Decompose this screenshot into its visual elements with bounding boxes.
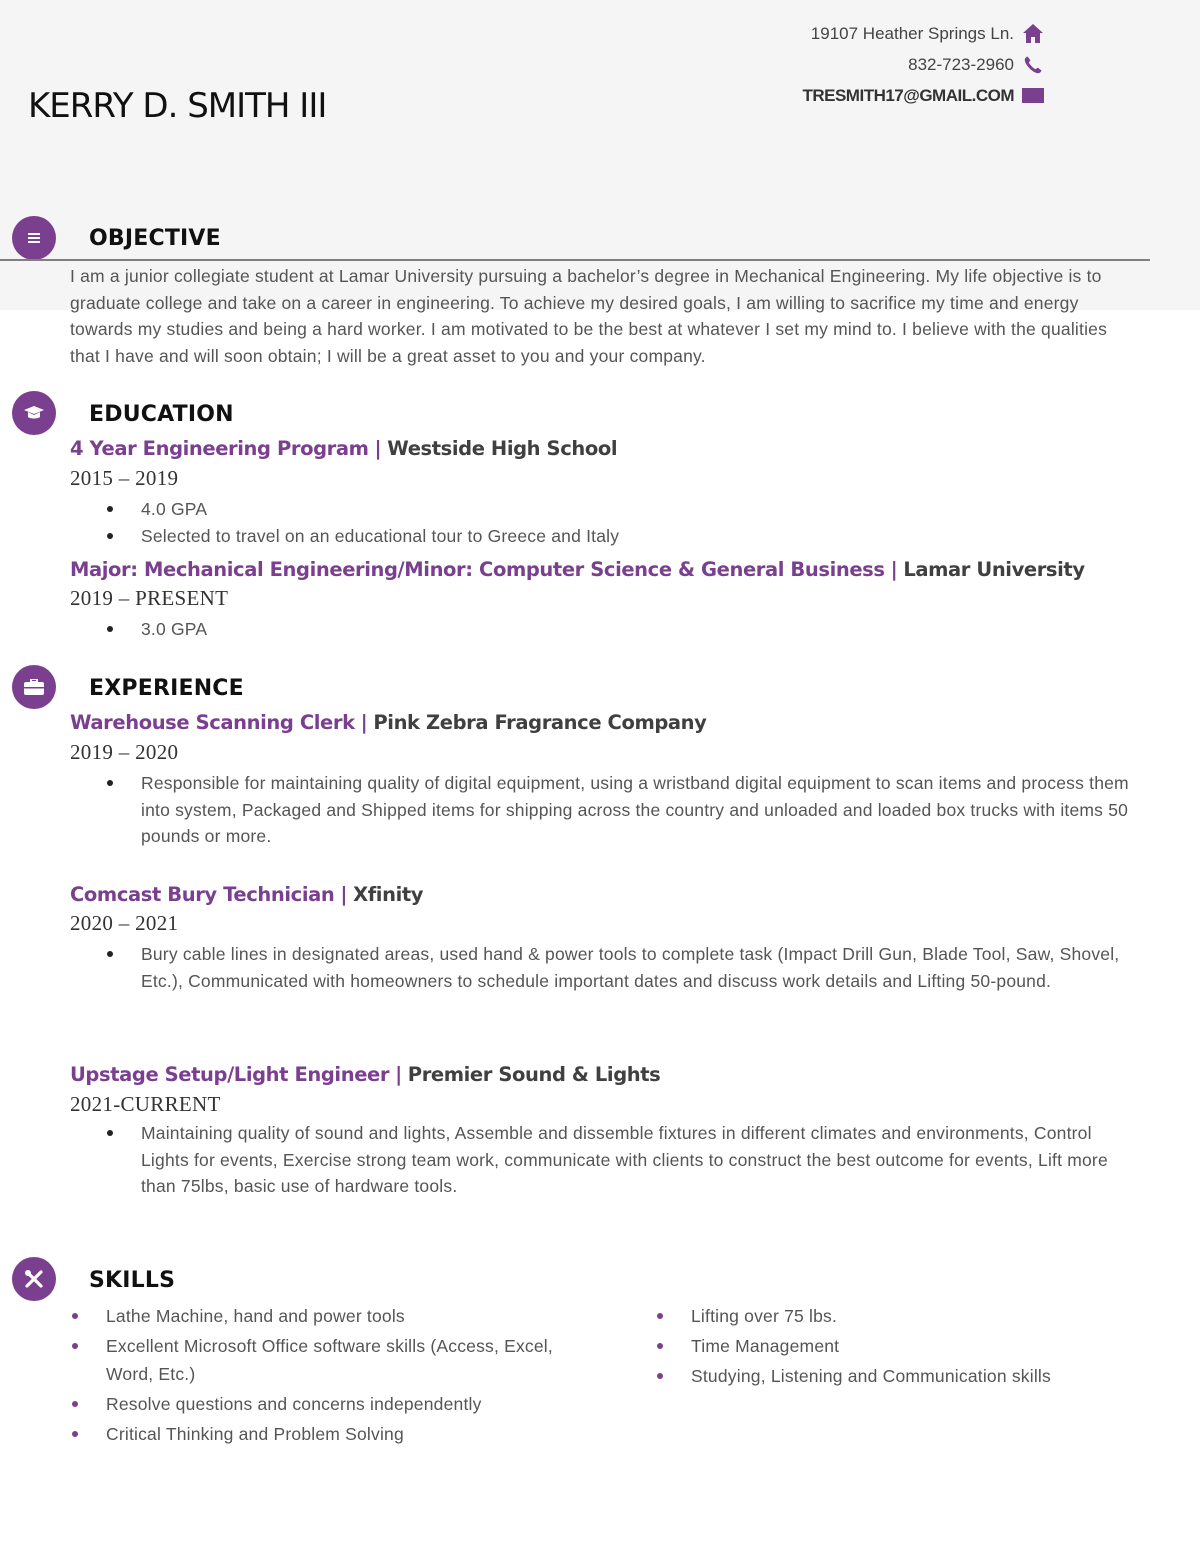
skills-list-right — [656, 1302, 1156, 1392]
experience-entry-1-separator: | — [360, 711, 368, 734]
experience-entry-2-company: Xfinity — [353, 883, 424, 906]
experience-entry-2-role: Comcast Bury Technician — [70, 883, 335, 906]
list-icon — [12, 216, 56, 260]
list-item: 3.0 GPA — [70, 616, 1130, 643]
education-entry-2-dates: 2019 – PRESENT — [70, 586, 229, 610]
phone-line — [802, 49, 1044, 80]
education-entry-2-school: Lamar University — [903, 558, 1085, 581]
experience-entry-1-role: Warehouse Scanning Clerk — [70, 711, 355, 734]
skills-heading: SKILLS — [89, 1268, 176, 1293]
education-entry-2-program: Major: Mechanical Engineering/Minor: Computer Science & General Business — [70, 558, 885, 581]
objective-text: I am a junior collegiate student at Lamar University pursuing a bachelor’s degree in Mechanical Engineering. My life objective is to graduate college and take on a career in engineering. To achieve my desired goals, I am willing to sacrifice my time and energy towards my studies and being a hard worker. I am motivated to be the best at whatever I set my mind to. I believe with the qualities that I have and will soon obtain; I will be a great asset to you and your company. — [70, 266, 1108, 366]
list-item: Bury cable lines in designated areas, used hand & power tools to complete task (Impact Drill Gun, Blade Tool, Saw, Shovel, Etc.), Communicated with homeowners to schedule important dates and discuss work details and Lifting 50-pound. — [70, 941, 1130, 994]
list-item: Critical Thinking and Problem Solving — [71, 1420, 601, 1448]
address-line — [802, 18, 1044, 49]
experience-entry-1-heading — [70, 711, 706, 734]
experience-entry-2-bullets — [70, 941, 1130, 994]
education-entry-2-separator: | — [890, 558, 898, 581]
address-text: 19107 Heather Springs Ln. — [810, 23, 1014, 43]
experience-entry-3-dates: 2021-CURRENT — [70, 1092, 221, 1116]
email-text[interactable]: TRESMITH17@GMAIL.COM — [802, 85, 1014, 105]
phone-icon — [1022, 54, 1044, 76]
list-item: Lifting over 75 lbs. — [656, 1302, 1156, 1330]
list-item: Resolve questions and concerns independently — [71, 1390, 601, 1418]
experience-entry-1-company: Pink Zebra Fragrance Company — [373, 711, 707, 734]
skills-list-left — [71, 1302, 601, 1450]
education-entry-2-bullets — [70, 616, 1130, 643]
email-icon — [1022, 85, 1044, 107]
briefcase-icon — [12, 665, 56, 709]
experience-entry-3-company: Premier Sound & Lights — [407, 1063, 661, 1086]
education-entry-1-dates: 2015 – 2019 — [70, 466, 179, 490]
list-item: Responsible for maintaining quality of digital equipment, using a wristband digital equipment to scan items and process them into system, Packaged and Shipped items for shipping across the country and unloaded and loaded box trucks with items 50 pounds or more. — [70, 770, 1130, 850]
objective-divider — [0, 259, 1150, 261]
experience-entry-2-separator: | — [340, 883, 348, 906]
list-item: Selected to travel on an educational tour to Greece and Italy — [70, 523, 1130, 550]
list-item: 4.0 GPA — [70, 496, 1130, 523]
education-entry-2-heading — [70, 558, 1085, 581]
experience-heading: EXPERIENCE — [89, 676, 244, 701]
contact-info — [802, 18, 1044, 111]
experience-entry-3-separator: | — [395, 1063, 402, 1086]
education-heading: EDUCATION — [89, 402, 234, 427]
experience-entry-3-bullets — [70, 1120, 1130, 1200]
phone-text: 832-723-2960 — [908, 54, 1014, 74]
applicant-name: KERRY D. SMITH III — [28, 86, 327, 126]
education-entry-1-separator: | — [374, 437, 382, 460]
list-item: Studying, Listening and Communication skills — [656, 1362, 1156, 1390]
objective-heading: OBJECTIVE — [89, 226, 221, 251]
education-entry-1-heading — [70, 437, 617, 460]
email-line — [802, 80, 1044, 111]
list-item: Time Management — [656, 1332, 1156, 1360]
education-entry-1-school: Westside High School — [387, 437, 618, 460]
list-item: Lathe Machine, hand and power tools — [71, 1302, 601, 1330]
experience-entry-1-dates: 2019 – 2020 — [70, 740, 179, 764]
experience-entry-3-heading — [70, 1063, 660, 1086]
graduation-cap-icon — [12, 391, 56, 435]
list-item: Maintaining quality of sound and lights, Assemble and dissemble fixtures in different climates and environments, Control Lights for events, Exercise strong team work, communicate with clients to construct the best outcome for events, Lift more than 75lbs, basic use of hardware tools. — [70, 1120, 1130, 1200]
experience-entry-1-bullets — [70, 770, 1130, 850]
list-item: Excellent Microsoft Office software skills (Access, Excel, Word, Etc.) — [71, 1332, 576, 1388]
tools-icon — [12, 1257, 56, 1301]
experience-entry-2-dates: 2020 – 2021 — [70, 911, 179, 935]
experience-entry-2-heading — [70, 883, 423, 906]
education-entry-1-program: 4 Year Engineering Program — [70, 437, 369, 460]
education-entry-1-bullets — [70, 496, 1130, 549]
experience-entry-3-role: Upstage Setup/Light Engineer — [70, 1063, 390, 1086]
home-icon — [1022, 23, 1044, 45]
